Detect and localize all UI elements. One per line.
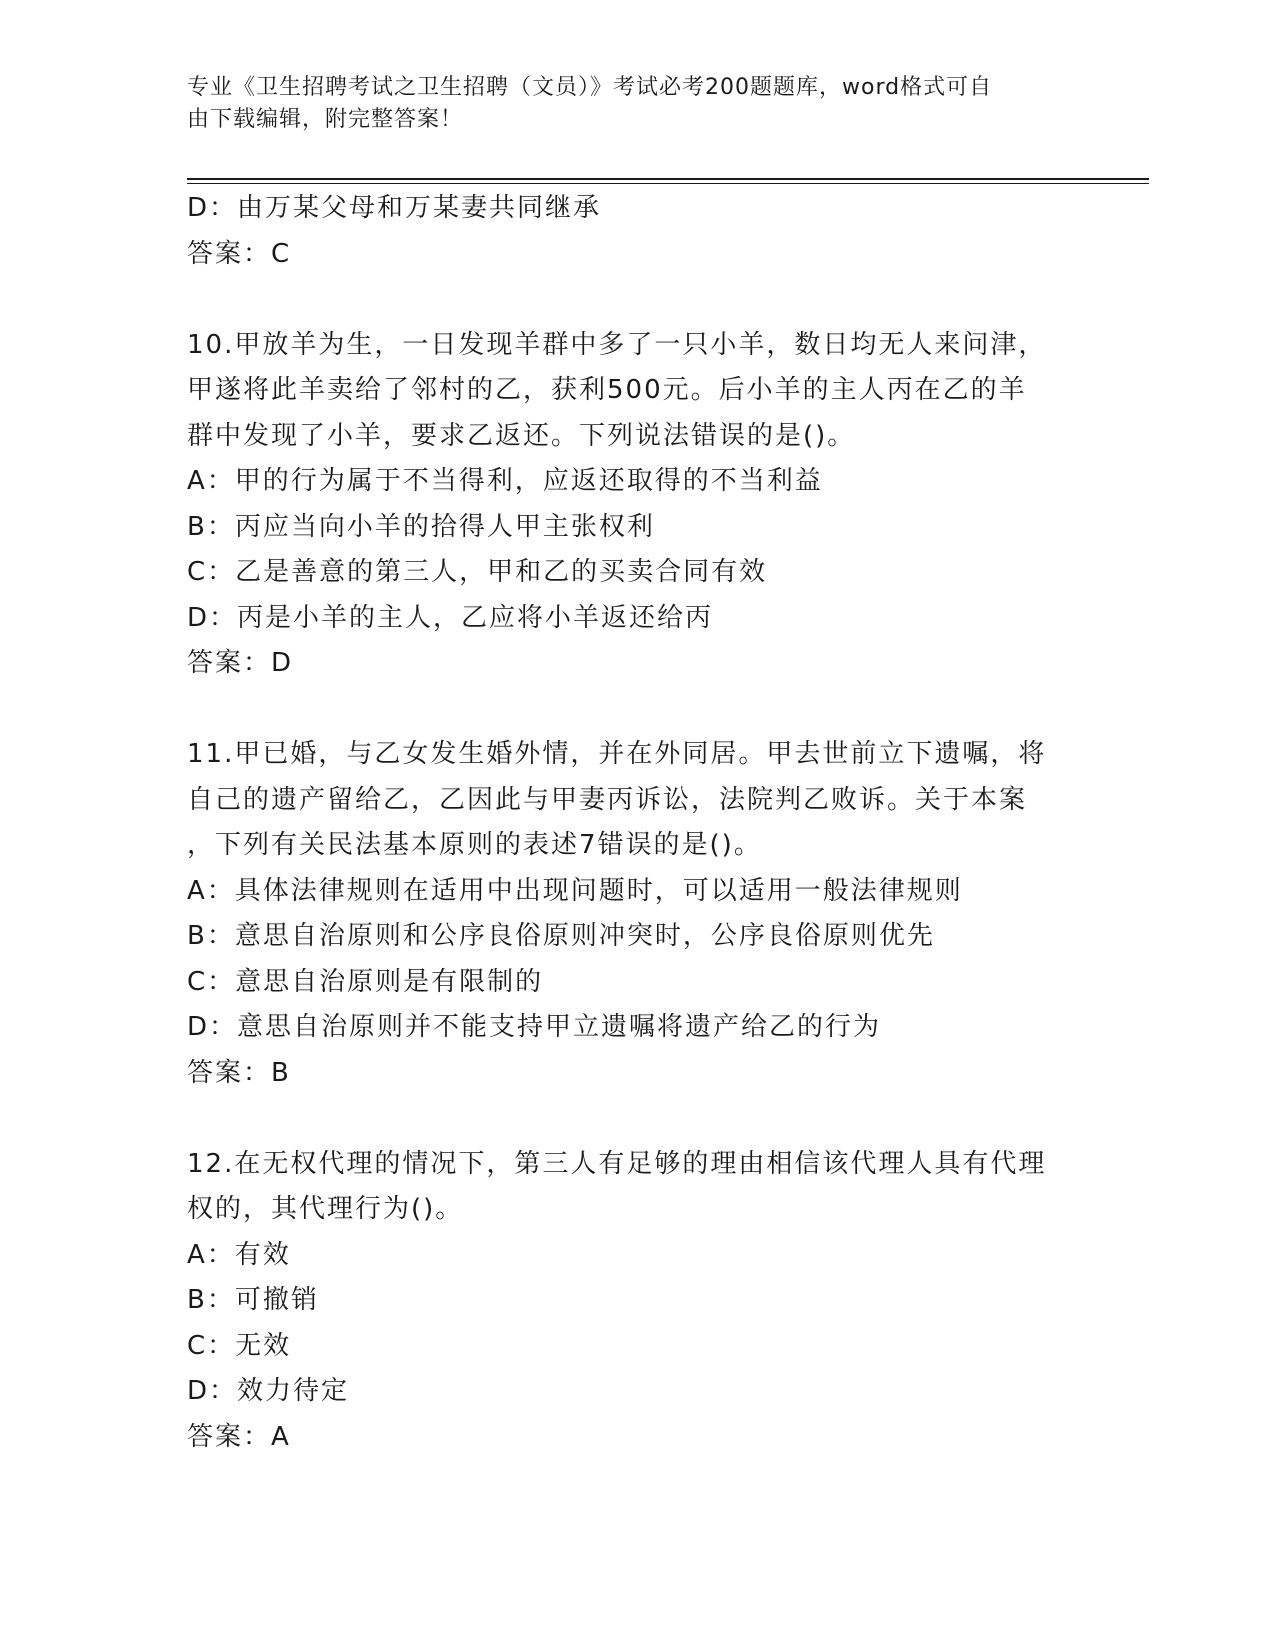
- header-line-2: 由下载编辑，附完整答案！: [187, 107, 464, 132]
- option-d: D：丙是小羊的主人，乙应将小羊返还给丙: [187, 602, 714, 633]
- prev-answer: 答案：C: [187, 238, 292, 269]
- option-a: A：有效: [187, 1239, 291, 1270]
- answer-line: 答案：A: [187, 1421, 291, 1452]
- option-a: A：具体法律规则在适用中出现问题时，可以适用一般法律规则: [187, 875, 963, 906]
- question-11: [187, 732, 1087, 1096]
- spacer: [187, 687, 1087, 733]
- question-stem-line: 权的，其代理行为()。: [187, 1194, 464, 1224]
- question-12: [187, 1142, 1087, 1461]
- question-stem-line: 11.甲已婚，与乙女发生婚外情，并在外同居。甲去世前立下遗嘱，将: [187, 739, 1047, 769]
- option-d: D：意思自治原则并不能支持甲立遗嘱将遗产给乙的行为: [187, 1012, 882, 1042]
- question-stem-line: 群中发现了小羊，要求乙返还。下列说法错误的是()。: [187, 420, 856, 451]
- header-divider: [187, 178, 1149, 184]
- answer-line: 答案：D: [187, 648, 294, 678]
- question-stem-line: 10.甲放羊为生，一日发现羊群中多了一只小羊，数日均无人来问津，: [187, 329, 1047, 360]
- question-stem-line: 甲遂将此羊卖给了邻村的乙，获利500元。后小羊的主人丙在乙的羊: [187, 375, 1027, 405]
- question-stem-line: ，下列有关民法基本原则的表述7错误的是()。: [187, 830, 762, 860]
- option-b: B：丙应当向小羊的拾得人甲主张权利: [187, 511, 655, 542]
- page-header: [187, 72, 1067, 136]
- option-b: B：可撤销: [187, 1285, 319, 1315]
- document-body: [187, 186, 1087, 1460]
- header-line-1: 专业《卫生招聘考试之卫生招聘（文员）》考试必考200题题库，word格式可自: [187, 75, 993, 100]
- option-c: C：乙是善意的第三人，甲和乙的买卖合同有效: [187, 557, 768, 587]
- option-b: B：意思自治原则和公序良俗原则冲突时，公序良俗原则优先: [187, 921, 935, 951]
- prev-option-d: D：由万某父母和万某妻共同继承: [187, 193, 602, 223]
- option-a: A：甲的行为属于不当得利，应返还取得的不当利益: [187, 466, 823, 496]
- option-c: C：无效: [187, 1330, 292, 1361]
- option-c: C：意思自治原则是有限制的: [187, 966, 544, 997]
- option-d: D：效力待定: [187, 1376, 350, 1406]
- spacer: [187, 277, 1087, 323]
- question-stem-line: 自己的遗产留给乙，乙因此与甲妻丙诉讼，法院判乙败诉。关于本案: [187, 784, 1028, 815]
- question-stem-line: 12.在无权代理的情况下，第三人有足够的理由相信该代理人具有代理: [187, 1148, 1047, 1179]
- spacer: [187, 1096, 1087, 1142]
- answer-line: 答案：B: [187, 1057, 291, 1088]
- question-10: [187, 323, 1087, 687]
